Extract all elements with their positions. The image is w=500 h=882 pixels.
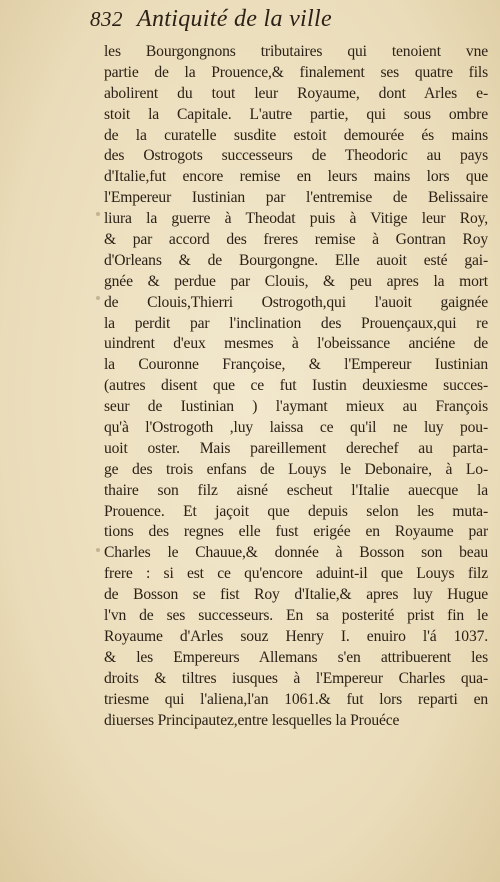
text-line: l'vn de ses successeurs. En sa posterité prist fin le [104,607,488,625]
text-line: thaire son filz aisné escheut l'Italie auecque la [104,481,488,499]
body-text [104,42,488,731]
text-line: gnée & perdue par Clouis, & peu apres la mort [104,272,488,290]
text-line: uoit oster. Mais pareillement derechef au parta- [104,439,488,457]
text-line: triesme qui l'aliena,l'an 1061.& fut lors reparti en [104,690,488,708]
text-line: uindrent d'eux mesmes à l'obeissance anciéne de [104,335,488,353]
text-line: la perdit par l'inclination des Prouençaux,qui re [104,314,488,332]
page-number: 832 [90,7,123,31]
text-line: & par accord des freres remise à Gontran Roy [104,231,488,249]
text-line: frere : si est ce qu'encore aduint-il que Louys filz [104,565,488,583]
text-line: de Bosson se fist Roy d'Italie,& apres luy Hugue [104,586,488,604]
text-line: d'Italie,fut encore remise en leurs mains lors que [104,168,488,186]
text-line: la Couronne Françoise, & l'Empereur Iustinian [104,356,488,374]
margin-dot [96,548,100,552]
text-line: d'Orleans & de Bourgongne. Elle auoit esté gai- [104,251,488,269]
text-line: Charles le Chauue,& donnée à Bosson son beau [104,544,488,562]
text-line: stoit la Capitale. L'autre partie, qui sous ombre [104,105,488,123]
text-line: Royaume d'Arles souz Henry I. enuiro l'á 1037. [104,627,488,645]
text-line: ge des trois enfans de Louys le Debonaire, à Lo- [104,460,488,478]
text-line: (autres disent que ce fut Iustin deuxiesme succes- [104,377,488,395]
running-title: Antiquité de la ville [137,6,332,32]
text-line: liura la guerre à Theodat puis à Vitige leur Roy, [104,210,488,228]
text-line: seur de Iustinian ) l'aymant mieux au François [104,398,488,416]
text-line: qu'à l'Ostrogoth ,luy laissa ce qu'il ne luy pou- [104,419,488,437]
text-line: l'Empereur Iustinian par l'entremise de Belissaire [104,189,488,207]
text-line: & les Empereurs Allemans s'en attribuerent les [104,648,488,666]
text-line: de Clouis,Thierri Ostrogoth,qui l'auoit gaignée [104,293,488,311]
text-line: partie de la Prouence,& finalement ses quatre fils [104,63,488,81]
text-line: Prouence. Et jaçoit que depuis selon les muta- [104,502,488,520]
text-line: tions des regnes elle fust erigée en Royaume par [104,523,488,541]
margin-dot [96,296,100,300]
text-line: diuerses Principautez,entre lesquelles la Prouéce [104,711,400,729]
text-line: droits & tiltres iusques à l'Empereur Charles qua- [104,669,488,687]
text-line: des Ostrogots successeurs de Theodoric au pays [104,147,488,165]
margin-dot [96,212,100,216]
text-line: de la curatelle susdite estoit demourée és mains [104,126,488,144]
text-line: les Bourgongnons tributaires qui tenoient vne [104,43,488,60]
text-line: abolirent du tout leur Royaume, dont Arles e- [104,84,488,102]
page-header [90,6,490,40]
